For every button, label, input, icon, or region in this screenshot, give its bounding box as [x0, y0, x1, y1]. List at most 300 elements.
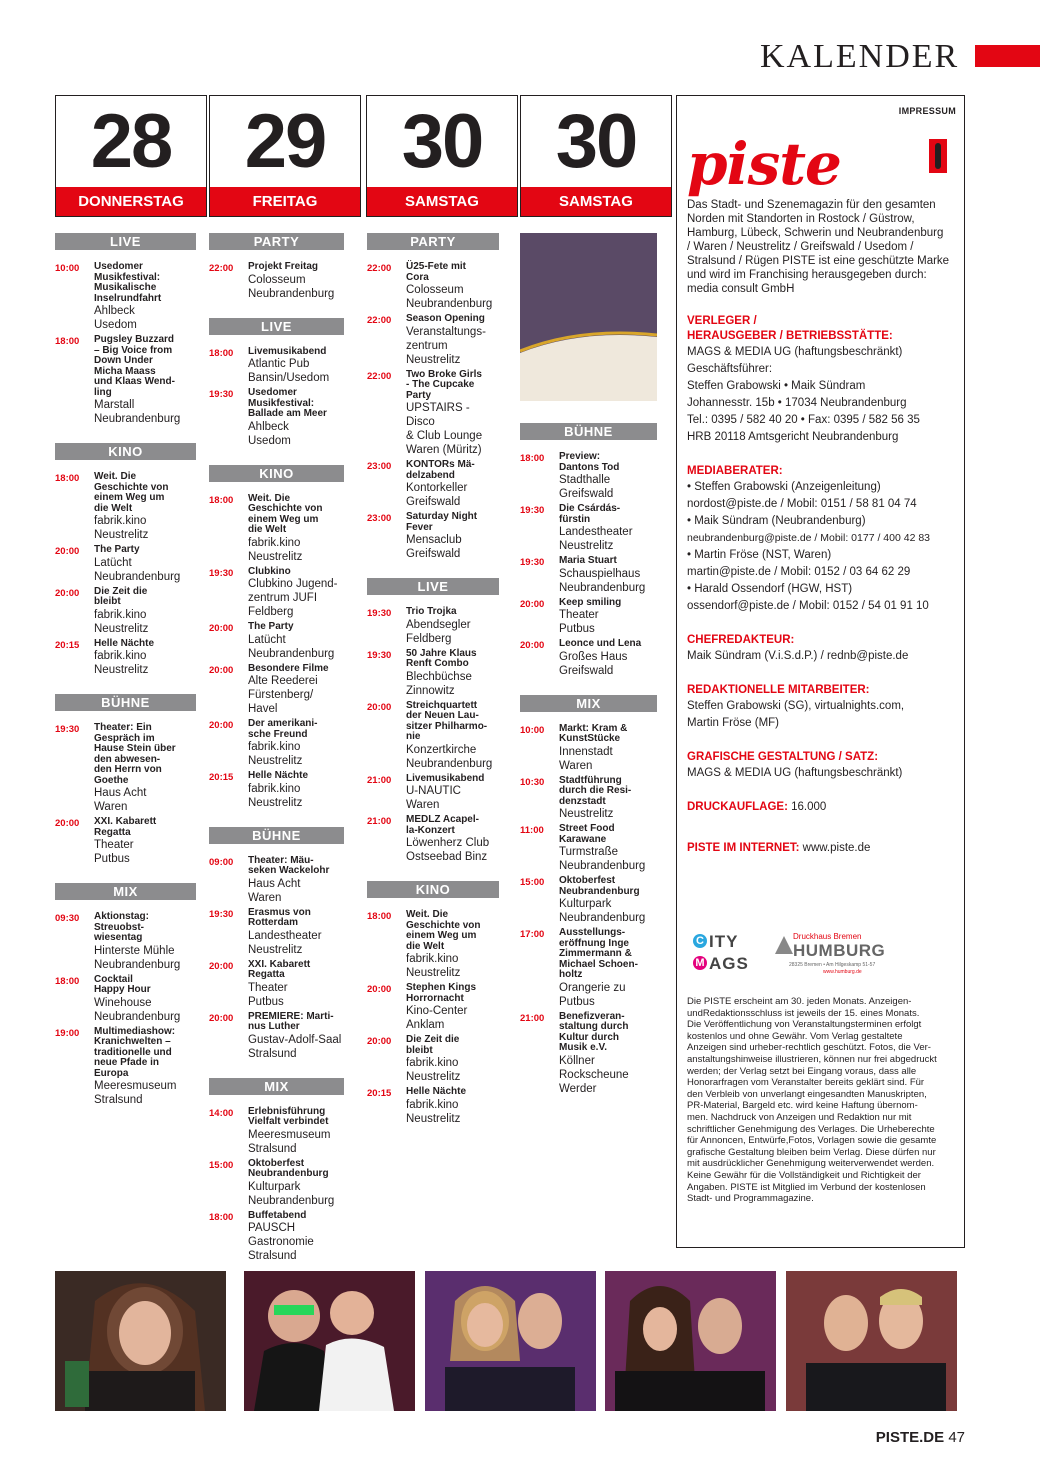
section-gap — [209, 813, 344, 827]
event-body — [248, 664, 344, 717]
event-time: 20:00 — [367, 1036, 392, 1047]
fineprint-line: Honorarfragen vom Veranstalter bereits geklärt sind. Für — [687, 1077, 925, 1089]
event-body — [248, 262, 344, 301]
event-title: Zimmermann & — [559, 948, 632, 959]
event-location: Neustrelitz — [406, 353, 461, 366]
date-weekday: FREITAG — [210, 187, 360, 216]
event-location: Mensaclub — [406, 534, 462, 546]
event-title: Regatta — [248, 969, 285, 980]
category-header: MIX — [55, 883, 196, 900]
category-header: LIVE — [367, 578, 499, 595]
event-location: fabrik.kino — [248, 782, 301, 795]
event-location: Ahlbeck — [94, 305, 135, 317]
intro-line: Stralsund / Rügen PISTE ist eine geschützte Marke — [687, 255, 950, 267]
event-title: Usedomer — [248, 387, 297, 398]
event-item — [209, 856, 344, 905]
event-body — [94, 975, 196, 1024]
event-title: Buffetabend — [248, 1209, 307, 1221]
fineprint-line: grafische Gestaltung bleiben beim Verlag. Diese dürfen nur — [687, 1146, 936, 1158]
event-body — [559, 824, 657, 873]
event-time: 22:00 — [367, 263, 392, 274]
event-location: Ahlbeck — [248, 420, 289, 433]
event-item — [367, 460, 499, 509]
event-location: Neubrandenburg — [248, 287, 335, 300]
verleger-line: Tel.: 0395 / 582 40 20 • Fax: 0395 / 582 56 35 — [687, 414, 920, 426]
event-time: 10:30 — [520, 776, 545, 788]
event-title: Kranichwelten – — [94, 1036, 171, 1047]
event-title: KunstStücke — [559, 733, 621, 744]
event-item — [520, 598, 657, 637]
event-location: Stralsund — [248, 1250, 297, 1262]
event-time: 19:30 — [520, 505, 545, 516]
fineprint-line: für Annoncen, Entwürfe,Fotos, Vorlagen sowie die gesamte — [687, 1135, 937, 1147]
day-column — [367, 233, 499, 1129]
city-mags-logo: C ITY M AGS — [691, 932, 751, 976]
verleger-heading-line: HERAUSGEBER / BETRIEBSSTÄTTE: — [687, 330, 893, 342]
event-title: Musikfestival: — [94, 271, 161, 283]
event-body — [94, 587, 196, 636]
event-title: Der amerikani- — [248, 718, 318, 729]
event-title: Gespräch im — [94, 732, 155, 744]
event-item — [367, 1087, 499, 1126]
event-title: sitzer Philharmo- — [406, 720, 488, 732]
intro-line: media consult GmbH — [687, 283, 795, 295]
event-item — [55, 472, 196, 542]
event-item — [520, 724, 657, 773]
event-location: Putbus — [559, 995, 595, 1008]
event-location: Stralsund — [94, 1094, 143, 1106]
event-body — [248, 1107, 344, 1156]
event-title: durch die Resi- — [559, 785, 632, 796]
event-item — [520, 639, 657, 678]
event-item — [367, 1035, 499, 1084]
web-label: PISTE IM INTERNET: — [687, 842, 800, 854]
event-title: neue Pfade in — [94, 1057, 160, 1068]
event-location: Meeresmuseum — [248, 1128, 331, 1141]
date-number: 29 — [244, 99, 326, 184]
event-title: Die Zeit die — [94, 585, 148, 597]
event-title: Weit. Die — [94, 471, 137, 482]
event-item — [209, 567, 344, 620]
event-location: Blechbüchse — [406, 670, 472, 683]
event-title: Inselrundfahrt — [94, 292, 162, 304]
event-location: Waren (Müritz) — [406, 444, 482, 456]
event-time: 18:00 — [209, 347, 234, 359]
media-line: • Maik Sündram (Neubrandenburg) — [687, 515, 866, 527]
event-location: Putbus — [248, 995, 284, 1008]
verleger-line: HRB 20118 Amtsgericht Neubrandenburg — [687, 431, 899, 443]
event-location: Kontorkeller — [406, 482, 468, 494]
event-title: fürstin — [559, 513, 591, 525]
event-title: Dantons Tod — [559, 461, 620, 473]
event-location: Bansin/Usedom — [248, 372, 330, 384]
event-title: Usedomer — [94, 261, 143, 272]
event-time: 19:30 — [520, 557, 545, 568]
event-time: 20:00 — [209, 664, 234, 676]
date-number: 30 — [401, 99, 483, 184]
event-item — [367, 512, 499, 561]
event-location: Feldberg — [406, 632, 452, 645]
event-title: Die Zeit die — [406, 1034, 460, 1045]
event-title: staltung durch — [559, 1021, 629, 1032]
date-box — [55, 95, 207, 217]
event-title: Season Opening — [406, 313, 485, 324]
event-location: Kino-Center — [406, 1005, 468, 1017]
fineprint-line: men. Nachdruck von Anzeigen und Redaktion nur mit — [687, 1111, 912, 1123]
event-item — [520, 776, 657, 822]
event-title: Helle Nächte — [94, 637, 155, 649]
event-title: Clubkino — [248, 565, 291, 577]
date-box — [520, 95, 672, 217]
event-time: 23:00 — [367, 461, 392, 472]
event-body — [94, 545, 196, 584]
event-location: Clubkino Jugend- — [248, 578, 338, 590]
event-item — [55, 975, 196, 1024]
event-item — [55, 817, 196, 866]
piste-logo: piste — [687, 130, 841, 198]
event-time: 19:30 — [55, 724, 80, 735]
event-body — [559, 928, 657, 1009]
fineprint-line: anstaltungshinweise illustrieren, können nur frei abgedruckt — [687, 1053, 937, 1065]
event-title: Neubrandenburg — [559, 885, 640, 897]
event-time: 19:30 — [367, 649, 392, 661]
event-title: einem Weg um — [248, 513, 319, 525]
wave-graphic — [520, 233, 657, 401]
event-title: einem Weg um — [94, 492, 165, 503]
impressum-heading: IMPRESSUM — [898, 106, 956, 116]
event-body — [248, 908, 344, 957]
event-title: Karawane — [559, 833, 607, 845]
media-line: ossendorf@piste.de / Mobil: 0152 / 54 01 91 10 — [687, 600, 929, 612]
event-item — [520, 928, 657, 1009]
event-location: & Club Lounge — [406, 430, 483, 442]
page-footer — [876, 1429, 965, 1446]
event-time: 22:00 — [367, 370, 392, 382]
event-item — [520, 452, 657, 501]
event-location: Konzertkirche — [406, 743, 477, 756]
event-time: 20:00 — [520, 598, 545, 610]
intro-line: Das Stadt- und Szenemagazin für den gesamten — [687, 199, 936, 211]
fineprint-line: Die PISTE erscheint am 30. jeden Monats. Anzeigen- — [687, 996, 912, 1007]
event-title: Hause Stein über — [94, 743, 176, 754]
impressum-fineprint — [687, 996, 959, 1205]
event-title: Happy Hour — [94, 984, 151, 995]
event-body — [559, 776, 657, 822]
event-item — [367, 701, 499, 771]
event-time: 19:30 — [209, 389, 234, 400]
intro-line: / Waren / Neustrelitz / Greifswald / Usedom / — [687, 241, 914, 253]
event-item — [520, 556, 657, 595]
photo-party-2 — [244, 1271, 415, 1411]
druckauflage-label: DRUCKAUFLAGE: — [687, 801, 788, 813]
event-title: seken Wackelohr — [248, 865, 330, 876]
grafik-text — [687, 765, 959, 782]
event-time: 09:00 — [209, 856, 234, 868]
event-body — [559, 556, 657, 595]
event-location: Winehouse — [94, 996, 152, 1009]
fineprint-line: Die Veröffentlichung von Veranstaltungsterminen erfolgt — [687, 1019, 922, 1031]
media-line: neubrandenburg@piste.de / Mobil: 0177 / 400 42 83 — [687, 532, 931, 544]
media-text — [687, 479, 959, 615]
event-location: Gastronomie — [248, 1236, 314, 1248]
event-title: The Party — [248, 621, 294, 632]
event-title: Europa — [94, 1067, 129, 1079]
event-location: Neustrelitz — [406, 1112, 461, 1125]
event-location: Kulturpark — [248, 1180, 301, 1193]
event-title: Weit. Die — [406, 909, 449, 920]
event-title: Cocktail — [94, 973, 133, 985]
event-location: Neubrandenburg — [94, 1010, 181, 1023]
event-title: Aktionstag: — [94, 911, 149, 922]
media-line: • Steffen Grabowski (Anzeigenleitung) — [687, 481, 881, 493]
event-item — [209, 960, 344, 1009]
skier-icon — [929, 139, 947, 173]
event-time: 21:00 — [367, 816, 392, 827]
date-weekday: DONNERSTAG — [56, 187, 206, 216]
date-weekday: SAMSTAG — [521, 187, 671, 216]
event-title: Two Broke Girls — [406, 368, 482, 380]
event-location: Hinterste Mühle — [94, 944, 175, 957]
event-location: fabrik.kino — [406, 1057, 459, 1069]
day-column — [209, 233, 344, 1266]
event-location: Landestheater — [559, 526, 633, 538]
event-location: Colosseum — [248, 273, 306, 286]
druckhaus-humburg-logo: Druckhaus Bremen HUMBURG 28325 Bremen • Am Hilgeskamp 51-57 www.humburg.de — [771, 930, 881, 978]
event-title: Geschichte von — [94, 481, 169, 493]
grafik-heading: GRAFISCHE GESTALTUNG / SATZ: — [687, 751, 879, 763]
event-location: Putbus — [559, 623, 595, 635]
event-body — [406, 314, 499, 367]
event-title: MEDLZ Acapel- — [406, 814, 479, 825]
page-title: KALENDER — [760, 38, 960, 75]
section-gap — [209, 1064, 344, 1078]
event-body — [406, 649, 499, 698]
verleger-line: Johannesstr. 15b • 17034 Neubrandenburg — [687, 397, 907, 409]
date-weekday: SAMSTAG — [367, 187, 517, 216]
event-body — [406, 1087, 499, 1126]
event-location: Neustrelitz — [94, 622, 149, 635]
event-location: Neubrandenburg — [559, 912, 646, 924]
event-title: Rotterdam — [248, 917, 299, 928]
event-location: fabrik.kino — [248, 741, 301, 753]
triangle-icon — [775, 936, 793, 954]
event-location: Greifswald — [559, 488, 614, 500]
event-title: Michael Schoen- — [559, 958, 638, 970]
event-title: Markt: Kram & — [559, 722, 628, 734]
event-title: Ausstellungs- — [559, 927, 626, 938]
event-location: Waren — [559, 759, 593, 772]
event-body — [406, 910, 499, 980]
fineprint-line: kostenlos und ohne Gewähr. Vom Verlag gestaltete — [687, 1030, 903, 1042]
section-gap — [55, 869, 196, 883]
event-location: Greifswald — [406, 548, 461, 560]
event-title: Ü25-Fete mit — [406, 261, 467, 272]
event-location: U-NAUTIC — [406, 785, 461, 797]
event-location: Ostseebad Binz — [406, 851, 488, 863]
event-location: fabrik.kino — [406, 953, 459, 965]
event-title: Erlebnisführung — [248, 1105, 326, 1117]
redaktion-line: Martin Fröse (MF) — [687, 717, 779, 729]
event-location: Neustrelitz — [248, 550, 303, 563]
event-item — [367, 607, 499, 646]
event-item — [520, 1012, 657, 1096]
redaktion-line: Steffen Grabowski (SG), virtualnights.com, — [687, 700, 905, 712]
footer-brand: PISTE.DE — [875, 1429, 945, 1446]
event-body — [406, 262, 499, 311]
fineprint-line: werden; der Verlag setzt bei Eingang voraus, dass alle — [687, 1065, 917, 1077]
event-time: 15:00 — [520, 877, 545, 888]
event-location: Feldberg — [248, 606, 294, 618]
event-body — [248, 960, 344, 1009]
event-time: 18:00 — [209, 1211, 234, 1223]
event-body — [559, 452, 657, 501]
event-location: Haus Acht — [248, 877, 301, 890]
event-body — [94, 723, 196, 814]
verleger-line: Geschäftsführer: — [687, 363, 773, 375]
verleger-heading — [687, 314, 959, 344]
category-header: MIX — [520, 695, 657, 712]
event-location: Innenstadt — [559, 745, 613, 758]
event-location: Stadthalle — [559, 474, 611, 486]
druckauflage-value: 16.000 — [791, 801, 827, 813]
event-title: Musikalische — [94, 282, 157, 293]
header-accent-bar — [975, 45, 1040, 67]
photo-party-1 — [55, 1271, 226, 1411]
event-location: Neubrandenburg — [559, 581, 646, 594]
event-title: delzabend — [406, 469, 455, 481]
day-column — [520, 233, 657, 1099]
event-location: Latücht — [94, 556, 132, 569]
event-title: Horrornacht — [406, 992, 464, 1004]
event-title: Kultur durch — [559, 1031, 619, 1043]
event-time: 20:15 — [367, 1088, 392, 1099]
photo-party-4 — [605, 1271, 776, 1411]
redaktion-heading: REDAKTIONELLE MITARBEITER: — [687, 684, 870, 696]
event-location: fabrik.kino — [94, 608, 147, 621]
event-location: Neubrandenburg — [406, 298, 493, 310]
event-title: Leonce und Lena — [559, 638, 642, 649]
event-title: PREMIERE: Marti- — [248, 1010, 334, 1022]
event-body — [94, 912, 196, 972]
event-time: 19:30 — [367, 608, 392, 619]
event-title: wiesentag — [94, 932, 143, 943]
event-body — [248, 1012, 344, 1061]
event-title: einem Weg um — [406, 930, 477, 941]
event-time: 20:00 — [55, 587, 80, 599]
event-time: 20:00 — [55, 546, 80, 557]
event-location: Neustrelitz — [248, 943, 303, 956]
event-location: Neubrandenburg — [94, 958, 181, 971]
event-location: Theater — [248, 981, 288, 994]
event-title: Streuobst- — [94, 921, 144, 933]
event-title: KONTORs Mä- — [406, 459, 475, 470]
event-body — [406, 370, 499, 458]
event-location: Greifswald — [406, 496, 461, 508]
event-item — [209, 719, 344, 768]
event-title: Besondere Filme — [248, 662, 329, 674]
event-title: la-Konzert — [406, 824, 455, 836]
event-item — [367, 370, 499, 458]
verleger-line: MAGS & MEDIA UG (haftungsbeschränkt) — [687, 346, 903, 358]
event-item — [367, 983, 499, 1032]
event-item — [209, 908, 344, 957]
event-location: Atlantic Pub — [248, 358, 310, 370]
day-column — [55, 233, 196, 1110]
event-title: Keep smiling — [559, 596, 622, 608]
event-body — [248, 567, 344, 620]
event-title: holtz — [559, 969, 583, 980]
media-line: martin@piste.de / Mobil: 0152 / 03 64 62 29 — [687, 566, 911, 578]
date-number: 28 — [90, 99, 172, 184]
event-time: 18:00 — [55, 473, 80, 484]
event-location: Neustrelitz — [559, 808, 614, 820]
event-title: Weit. Die — [248, 492, 291, 504]
event-item — [209, 388, 344, 448]
event-location: Neustrelitz — [94, 664, 149, 676]
event-location: Großes Haus — [559, 650, 628, 663]
event-body — [559, 724, 657, 773]
event-time: 19:00 — [55, 1027, 80, 1039]
event-title: die Welt — [94, 502, 133, 514]
event-body — [94, 1027, 196, 1108]
category-header: BÜHNE — [209, 827, 344, 844]
event-body — [248, 1211, 344, 1264]
event-item — [367, 910, 499, 980]
event-location: Rockscheune — [559, 1068, 629, 1081]
category-header: LIVE — [55, 233, 196, 250]
event-time: 20:00 — [367, 984, 392, 995]
media-line: • Martin Fröse (NST, Waren) — [687, 549, 832, 561]
event-title: traditionelle und — [94, 1046, 172, 1058]
category-header: PARTY — [209, 233, 344, 250]
event-body — [406, 983, 499, 1032]
event-location: fabrik.kino — [406, 1098, 459, 1111]
event-location: Waren — [248, 891, 282, 904]
event-location: zentrum — [406, 339, 448, 352]
web-link[interactable]: www.piste.de — [802, 842, 871, 854]
photo-party-3 — [425, 1271, 596, 1411]
event-time: 20:00 — [209, 720, 234, 731]
event-location: Neubrandenburg — [248, 1194, 335, 1207]
event-title: 50 Jahre Klaus — [406, 647, 477, 659]
event-title: Vielfalt verbindet — [248, 1116, 329, 1127]
fineprint-line: schriftlicher Genehmigung des Verlages. Die Urheberechte — [687, 1123, 935, 1135]
event-title: Projekt Freitag — [248, 261, 319, 272]
event-item — [209, 664, 344, 717]
event-title: The Party — [94, 544, 140, 555]
event-time: 14:00 — [209, 1107, 234, 1119]
partner-logos — [691, 930, 951, 978]
event-title: Micha Maass — [94, 365, 156, 377]
event-location: zentrum JUFI — [248, 592, 318, 604]
event-item — [367, 649, 499, 698]
event-title: Stephen Kings — [406, 982, 477, 993]
event-time: 20:00 — [520, 640, 545, 651]
event-location: Köllner — [559, 1054, 595, 1067]
event-title: Preview: — [559, 451, 601, 462]
event-location: Fürstenberg/ — [248, 689, 314, 701]
event-location: Usedom — [94, 319, 137, 331]
event-title: Goethe — [94, 774, 129, 786]
event-title: Theater: Mäu- — [248, 854, 314, 866]
event-location: Haus Acht — [94, 787, 147, 799]
event-title: Down Under — [94, 355, 153, 366]
event-time: 11:00 — [520, 825, 544, 836]
media-line: nordost@piste.de / Mobil: 0151 / 58 81 04 74 — [687, 498, 917, 510]
event-location: fabrik.kino — [248, 536, 301, 549]
event-title: sche Freund — [248, 728, 308, 740]
event-item — [55, 639, 196, 678]
